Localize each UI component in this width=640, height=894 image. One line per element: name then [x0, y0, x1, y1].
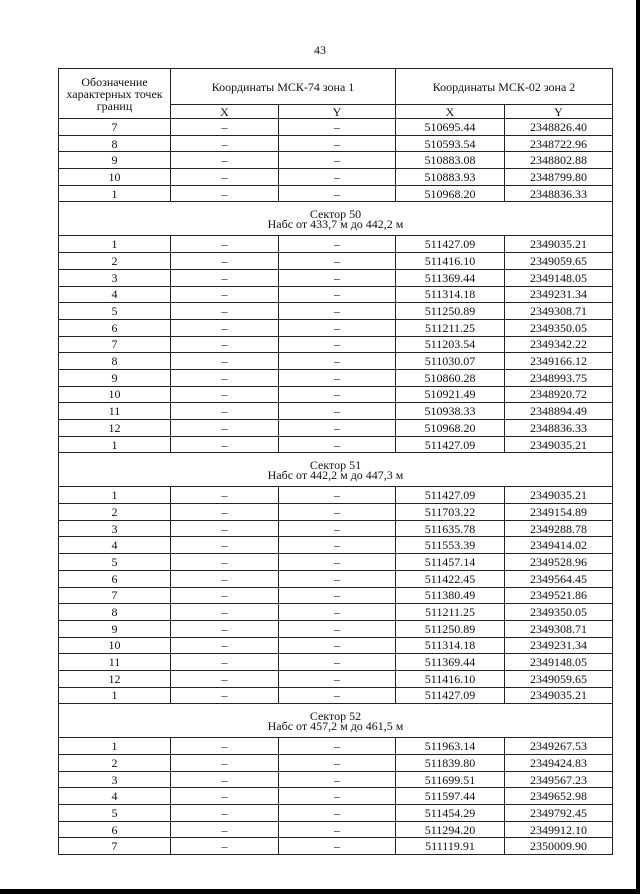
section-header	[59, 453, 613, 487]
cell-point: 4	[59, 286, 171, 303]
cell-point: 6	[59, 319, 171, 336]
cell-msk74-y: –	[279, 838, 396, 855]
cell-msk02-y: 2348836.33	[505, 185, 613, 202]
cell-msk02-y: 2349521.86	[505, 587, 613, 604]
cell-msk02-y: 2348894.49	[505, 403, 613, 420]
cell-msk02-y: 2349059.65	[505, 670, 613, 687]
cell-msk74-x: –	[171, 436, 279, 453]
cell-msk02-y: 2349564.45	[505, 570, 613, 587]
table-row	[59, 420, 613, 437]
cell-msk74-x: –	[171, 838, 279, 855]
cell-msk02-y: 2349035.21	[505, 487, 613, 504]
cell-msk74-y: –	[279, 620, 396, 637]
table-row	[59, 520, 613, 537]
table-row	[59, 135, 613, 152]
cell-msk74-y: –	[279, 637, 396, 654]
cell-msk02-x: 511211.25	[396, 319, 505, 336]
cell-msk74-y: –	[279, 119, 396, 136]
cell-msk02-y: 2350009.90	[505, 838, 613, 855]
cell-msk02-y: 2349308.71	[505, 303, 613, 320]
cell-msk02-x: 511635.78	[396, 520, 505, 537]
table-row	[59, 185, 613, 202]
section-header	[59, 202, 613, 236]
cell-msk74-x: –	[171, 637, 279, 654]
cell-msk02-x: 511416.10	[396, 253, 505, 270]
cell-point: 9	[59, 620, 171, 637]
cell-msk74-x: –	[171, 738, 279, 755]
cell-point: 10	[59, 386, 171, 403]
cell-msk02-x: 511314.18	[396, 637, 505, 654]
cell-msk74-y: –	[279, 236, 396, 253]
cell-msk74-x: –	[171, 487, 279, 504]
cell-point: 7	[59, 838, 171, 855]
cell-msk74-y: –	[279, 185, 396, 202]
cell-msk02-x: 511369.44	[396, 654, 505, 671]
cell-msk02-x: 510860.28	[396, 369, 505, 386]
cell-msk74-x: –	[171, 386, 279, 403]
cell-msk02-y: 2348836.33	[505, 420, 613, 437]
cell-msk74-y: –	[279, 436, 396, 453]
cell-msk74-y: –	[279, 403, 396, 420]
cell-msk74-y: –	[279, 821, 396, 838]
cell-msk02-y: 2349308.71	[505, 620, 613, 637]
cell-point: 4	[59, 537, 171, 554]
table-row	[59, 554, 613, 571]
cell-msk74-x: –	[171, 403, 279, 420]
cell-msk74-x: –	[171, 152, 279, 169]
cell-msk02-x: 511597.44	[396, 788, 505, 805]
page-border-right	[636, 0, 640, 894]
cell-msk74-x: –	[171, 620, 279, 637]
cell-point: 5	[59, 554, 171, 571]
cell-msk74-x: –	[171, 821, 279, 838]
cell-msk74-x: –	[171, 687, 279, 704]
table-row	[59, 838, 613, 855]
cell-msk74-y: –	[279, 336, 396, 353]
cell-msk02-y: 2349414.02	[505, 537, 613, 554]
cell-msk74-x: –	[171, 755, 279, 772]
table-row	[59, 805, 613, 822]
cell-msk74-x: –	[171, 119, 279, 136]
cell-msk74-y: –	[279, 353, 396, 370]
cell-msk02-x: 511427.09	[396, 687, 505, 704]
table-row	[59, 353, 613, 370]
cell-msk74-x: –	[171, 587, 279, 604]
table-row	[59, 755, 613, 772]
header-msk74: Координаты МСК-74 зона 1	[171, 69, 396, 105]
cell-msk74-x: –	[171, 570, 279, 587]
table-row	[59, 436, 613, 453]
cell-msk02-x: 510938.33	[396, 403, 505, 420]
cell-msk74-y: –	[279, 386, 396, 403]
table-row	[59, 119, 613, 136]
cell-msk74-y: –	[279, 670, 396, 687]
cell-msk02-y: 2349350.05	[505, 319, 613, 336]
cell-msk74-y: –	[279, 570, 396, 587]
cell-msk74-y: –	[279, 319, 396, 336]
cell-point: 2	[59, 504, 171, 521]
section-subtitle: Набс от 457,2 м до 461,5 м	[267, 718, 404, 733]
header-msk02-x: X	[396, 105, 505, 119]
cell-point: 12	[59, 670, 171, 687]
cell-msk74-x: –	[171, 185, 279, 202]
section-header	[59, 704, 613, 738]
cell-msk02-y: 2348799.80	[505, 169, 613, 186]
cell-msk02-y: 2349342.22	[505, 336, 613, 353]
cell-msk74-x: –	[171, 670, 279, 687]
cell-msk74-x: –	[171, 303, 279, 320]
table-row	[59, 269, 613, 286]
cell-msk02-x: 511416.10	[396, 670, 505, 687]
section-subtitle: Набс от 442,2 м до 447,3 м	[267, 467, 404, 482]
cell-msk74-y: –	[279, 554, 396, 571]
cell-msk74-y: –	[279, 152, 396, 169]
cell-msk74-y: –	[279, 805, 396, 822]
table-row	[59, 570, 613, 587]
cell-msk02-y: 2348802.88	[505, 152, 613, 169]
cell-msk02-x: 511963.14	[396, 738, 505, 755]
cell-msk02-y: 2349288.78	[505, 520, 613, 537]
cell-msk74-x: –	[171, 771, 279, 788]
cell-msk02-y: 2349154.89	[505, 504, 613, 521]
table-row	[59, 738, 613, 755]
header-point-designation: Обозначение характерных точек границ	[59, 69, 171, 119]
cell-msk02-x: 511211.25	[396, 604, 505, 621]
table-body	[59, 119, 613, 855]
cell-point: 10	[59, 169, 171, 186]
cell-point: 8	[59, 604, 171, 621]
header-msk02: Координаты МСК-02 зона 2	[396, 69, 613, 105]
cell-point: 3	[59, 520, 171, 537]
cell-msk74-x: –	[171, 253, 279, 270]
cell-msk74-x: –	[171, 336, 279, 353]
table-row	[59, 169, 613, 186]
cell-msk02-y: 2349267.53	[505, 738, 613, 755]
header-msk74-x: X	[171, 105, 279, 119]
cell-point: 11	[59, 403, 171, 420]
table-header	[59, 69, 613, 119]
cell-msk74-x: –	[171, 520, 279, 537]
table-row	[59, 303, 613, 320]
cell-msk02-y: 2349652.98	[505, 788, 613, 805]
cell-msk74-x: –	[171, 604, 279, 621]
cell-msk02-x: 510593.54	[396, 135, 505, 152]
table-row	[59, 587, 613, 604]
cell-msk02-x: 511839.80	[396, 755, 505, 772]
cell-msk74-y: –	[279, 135, 396, 152]
cell-msk74-y: –	[279, 654, 396, 671]
cell-point: 1	[59, 687, 171, 704]
cell-msk02-y: 2349035.21	[505, 236, 613, 253]
cell-msk02-x: 510695.44	[396, 119, 505, 136]
cell-msk02-y: 2349912.10	[505, 821, 613, 838]
table-row	[59, 236, 613, 253]
table-row	[59, 487, 613, 504]
table-row	[59, 403, 613, 420]
table-row	[59, 336, 613, 353]
cell-point: 6	[59, 821, 171, 838]
cell-point: 7	[59, 336, 171, 353]
cell-msk02-x: 511699.51	[396, 771, 505, 788]
cell-msk74-y: –	[279, 738, 396, 755]
cell-msk02-y: 2349231.34	[505, 286, 613, 303]
cell-point: 5	[59, 303, 171, 320]
cell-point: 10	[59, 637, 171, 654]
cell-msk02-y: 2349166.12	[505, 353, 613, 370]
cell-msk02-x: 511427.09	[396, 436, 505, 453]
cell-msk74-x: –	[171, 369, 279, 386]
table-row	[59, 654, 613, 671]
cell-msk74-y: –	[279, 286, 396, 303]
cell-msk02-x: 511030.07	[396, 353, 505, 370]
cell-msk74-x: –	[171, 420, 279, 437]
cell-msk02-x: 511454.29	[396, 805, 505, 822]
cell-point: 1	[59, 236, 171, 253]
table-row	[59, 369, 613, 386]
cell-msk02-y: 2348993.75	[505, 369, 613, 386]
cell-msk74-y: –	[279, 369, 396, 386]
cell-msk74-y: –	[279, 169, 396, 186]
cell-msk74-x: –	[171, 788, 279, 805]
cell-msk02-x: 511553.39	[396, 537, 505, 554]
page-number: 43	[314, 43, 326, 57]
table-row	[59, 788, 613, 805]
cell-point: 3	[59, 771, 171, 788]
cell-point: 11	[59, 654, 171, 671]
cell-msk02-x: 511703.22	[396, 504, 505, 521]
section-title: Сектор 52	[309, 708, 362, 723]
cell-msk74-y: –	[279, 771, 396, 788]
cell-msk74-y: –	[279, 687, 396, 704]
cell-msk02-x: 511250.89	[396, 303, 505, 320]
cell-msk74-x: –	[171, 319, 279, 336]
cell-point: 9	[59, 369, 171, 386]
cell-msk74-x: –	[171, 169, 279, 186]
cell-msk02-x: 511422.45	[396, 570, 505, 587]
cell-point: 5	[59, 805, 171, 822]
cell-msk02-y: 2349792.45	[505, 805, 613, 822]
cell-msk02-x: 511314.18	[396, 286, 505, 303]
cell-msk74-x: –	[171, 654, 279, 671]
table-row	[59, 771, 613, 788]
coordinates-table	[58, 68, 613, 855]
cell-point: 1	[59, 487, 171, 504]
cell-point: 7	[59, 119, 171, 136]
cell-msk02-x: 510883.08	[396, 152, 505, 169]
cell-msk02-x: 510968.20	[396, 420, 505, 437]
table-row	[59, 637, 613, 654]
page-border-bottom	[0, 889, 640, 894]
cell-msk02-y: 2348722.96	[505, 135, 613, 152]
cell-msk02-y: 2349350.05	[505, 604, 613, 621]
section-title: Сектор 51	[309, 457, 362, 472]
table-row	[59, 821, 613, 838]
cell-msk74-x: –	[171, 353, 279, 370]
cell-point: 2	[59, 755, 171, 772]
cell-msk74-y: –	[279, 303, 396, 320]
table-row	[59, 152, 613, 169]
cell-msk74-y: –	[279, 253, 396, 270]
cell-point: 7	[59, 587, 171, 604]
section-header-row	[59, 704, 613, 738]
table-row	[59, 319, 613, 336]
cell-msk74-y: –	[279, 788, 396, 805]
cell-point: 8	[59, 353, 171, 370]
cell-msk02-x: 511250.89	[396, 620, 505, 637]
cell-msk02-y: 2349035.21	[505, 436, 613, 453]
cell-msk02-y: 2349231.34	[505, 637, 613, 654]
cell-msk02-x: 510968.20	[396, 185, 505, 202]
table-row	[59, 687, 613, 704]
cell-msk74-y: –	[279, 604, 396, 621]
table-row	[59, 286, 613, 303]
cell-msk02-y: 2349528.96	[505, 554, 613, 571]
cell-msk02-x: 511369.44	[396, 269, 505, 286]
cell-msk02-x: 511457.14	[396, 554, 505, 571]
cell-msk74-y: –	[279, 269, 396, 286]
cell-msk74-x: –	[171, 504, 279, 521]
cell-msk02-x: 511380.49	[396, 587, 505, 604]
cell-msk02-x: 511203.54	[396, 336, 505, 353]
table-row	[59, 253, 613, 270]
cell-point: 1	[59, 436, 171, 453]
cell-msk74-x: –	[171, 554, 279, 571]
section-title: Сектор 50	[309, 206, 362, 221]
cell-msk74-x: –	[171, 805, 279, 822]
cell-point: 12	[59, 420, 171, 437]
cell-msk02-y: 2348826.40	[505, 119, 613, 136]
section-header-row	[59, 202, 613, 236]
cell-point: 6	[59, 570, 171, 587]
cell-msk74-x: –	[171, 537, 279, 554]
table-row	[59, 670, 613, 687]
cell-msk74-x: –	[171, 236, 279, 253]
cell-msk74-x: –	[171, 286, 279, 303]
cell-msk02-x: 511427.09	[396, 236, 505, 253]
cell-msk74-x: –	[171, 269, 279, 286]
cell-point: 3	[59, 269, 171, 286]
cell-msk02-y: 2349059.65	[505, 253, 613, 270]
cell-point: 8	[59, 135, 171, 152]
cell-msk74-y: –	[279, 504, 396, 521]
cell-msk74-y: –	[279, 587, 396, 604]
cell-point: 4	[59, 788, 171, 805]
header-msk02-y: Y	[505, 105, 613, 119]
cell-point: 9	[59, 152, 171, 169]
table-row	[59, 386, 613, 403]
cell-msk02-x: 511119.91	[396, 838, 505, 855]
cell-point: 1	[59, 185, 171, 202]
table-row	[59, 537, 613, 554]
cell-msk02-x: 510921.49	[396, 386, 505, 403]
cell-msk02-y: 2349567.23	[505, 771, 613, 788]
cell-msk02-y: 2349148.05	[505, 654, 613, 671]
section-header-row	[59, 453, 613, 487]
cell-msk74-y: –	[279, 520, 396, 537]
cell-msk74-y: –	[279, 487, 396, 504]
cell-msk02-x: 510883.93	[396, 169, 505, 186]
cell-msk74-y: –	[279, 420, 396, 437]
cell-point: 2	[59, 253, 171, 270]
section-subtitle: Набс от 433,7 м до 442,2 м	[267, 216, 404, 231]
cell-msk02-y: 2348920.72	[505, 386, 613, 403]
cell-msk02-y: 2349035.21	[505, 687, 613, 704]
cell-point: 1	[59, 738, 171, 755]
table-row	[59, 504, 613, 521]
cell-msk02-y: 2349148.05	[505, 269, 613, 286]
table-row	[59, 604, 613, 621]
header-msk74-y: Y	[279, 105, 396, 119]
cell-msk74-y: –	[279, 755, 396, 772]
cell-msk02-x: 511427.09	[396, 487, 505, 504]
table-row	[59, 620, 613, 637]
cell-msk02-x: 511294.20	[396, 821, 505, 838]
cell-msk74-x: –	[171, 135, 279, 152]
cell-msk02-y: 2349424.83	[505, 755, 613, 772]
cell-msk74-y: –	[279, 537, 396, 554]
